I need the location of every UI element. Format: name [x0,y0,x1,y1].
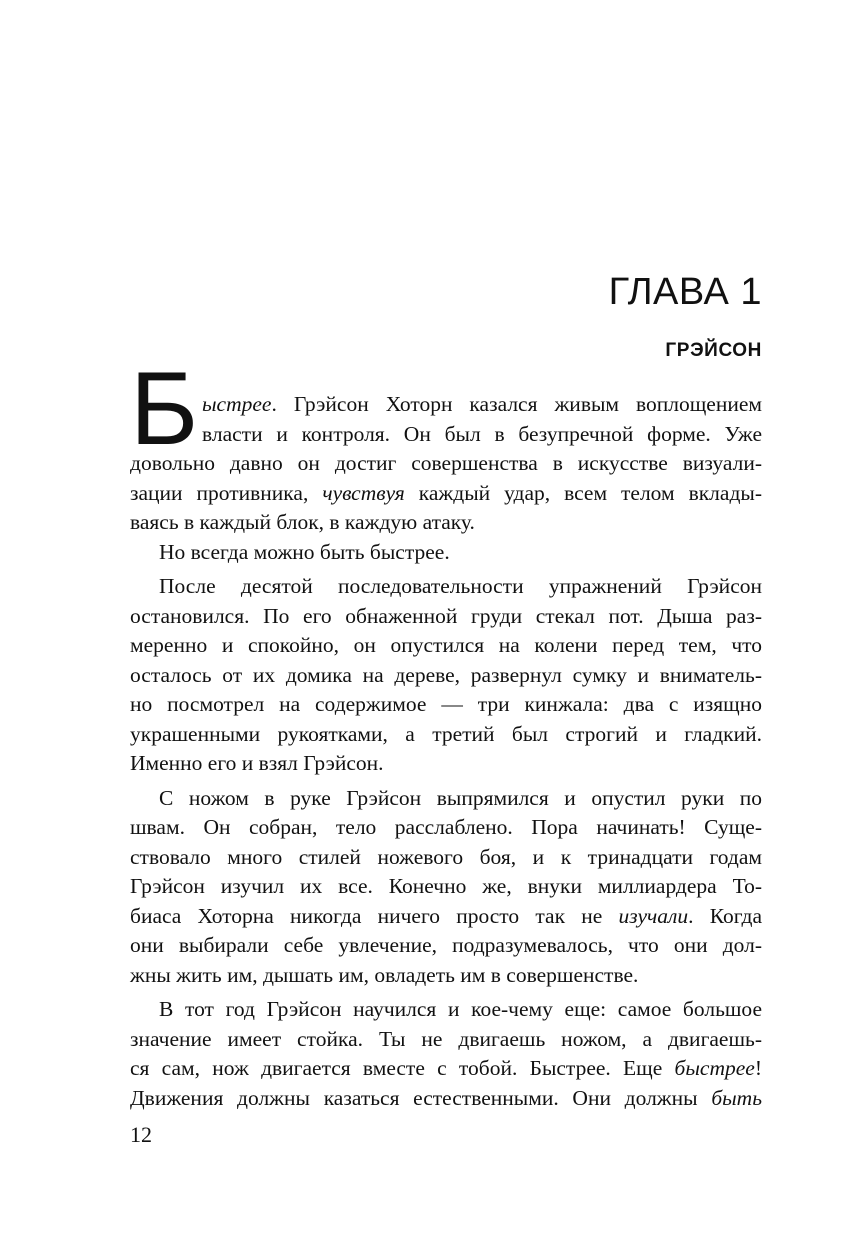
text-span: каждый удар, всем телом вклады- [404,480,762,505]
text-line: Грэйсон изучил их все. Конечно же, внуки миллиардера То- [130,874,762,898]
italic-word: чувствуя [322,480,405,505]
text-line [130,1084,762,1114]
text-line: остановился. По его обнаженной груди стекал пот. Дыша раз- [130,603,762,628]
text-span: биаса Хоторна никогда ничего просто так не [130,903,619,928]
text-span: ся сам, нож двигается вместе с тобой. Быстрее. Еще [130,1056,675,1080]
italic-word: быть [711,1085,762,1110]
text-line: В тот год Грэйсон научился и кое-чему еще: самое большое [159,997,762,1021]
text-line: украшенными рукоятками, а третий был строгий и гладкий. [130,721,762,746]
text-line: меренно и спокойно, он опустился на колени перед тем, что [130,633,762,657]
italic-word: изучали [618,903,689,928]
text-line: После десятой последовательности упражнений Грэйсон [159,574,762,598]
text-line: довольно давно он достиг совершенства в искусстве визуали- [130,451,762,475]
text-span: . Грэйсон Хоторн казался живым воплощением [271,392,762,416]
text-span: Движения должны казаться естественными. Они должны [130,1085,712,1110]
text-line [130,1054,762,1084]
chapter-title: ГЛАВА 1 [608,271,762,313]
text-line: С ножом в руке Грэйсон выпрямился и опустил руки по [159,785,762,810]
chapter-subtitle: ГРЭЙСОН [665,340,762,361]
text-line: Именно его и взял Грэйсон. [130,751,384,775]
text-span: зации противника, [130,480,323,505]
text-line [130,390,762,420]
text-line: жны жить им, дышать им, овладеть им в совершенстве. [130,962,639,987]
text-line: они выбирали себе увлечение, подразумевалось, что они дол- [130,933,762,957]
text-line: ствовало много стилей ножевого боя, и к тринадцати годам [130,844,762,869]
italic-word: быстрее [674,1056,755,1080]
text-line: швам. Он собран, тело расслаблено. Пора начинать! Суще- [130,815,762,839]
text-line: власти и контроля. Он был в безупречной форме. Уже [202,421,762,446]
body-text [130,390,762,1113]
italic-word: ыстрее [202,392,272,416]
text-line [130,902,762,932]
text-line: ваясь в каждый блок, в каждую атаку. [130,510,475,534]
text-line: Но всегда можно быть быстрее. [159,539,450,564]
text-line: но посмотрел на содержимое — три кинжала: два с изящно [130,692,762,716]
text-span: ! [754,1056,762,1080]
text-line: значение имеет стойка. Ты не двигаешь ножом, а двигаешь- [130,1026,762,1051]
text-line: осталось от их домика на дереве, развернул сумку и вниматель- [130,662,762,687]
page-number: 12 [130,1122,152,1147]
text-span: . Когда [688,903,763,928]
drop-cap: Б [130,351,199,467]
text-line [130,479,762,509]
